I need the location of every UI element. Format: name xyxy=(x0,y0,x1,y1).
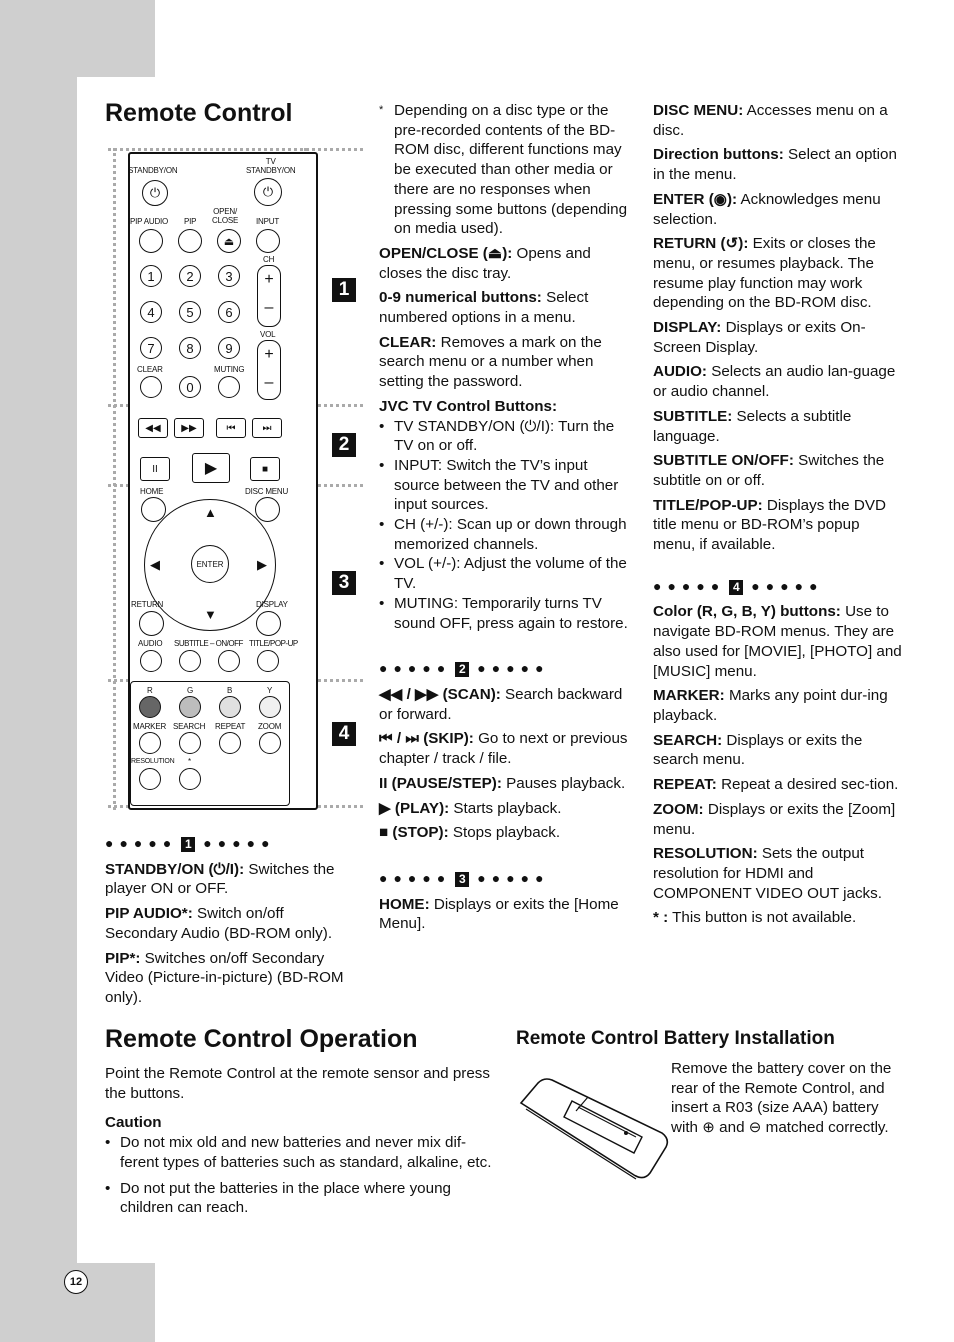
pip-button xyxy=(178,229,202,253)
plus-icon: + xyxy=(264,271,274,288)
standby-description: STANDBY/ON (⏻/I): Switches the player ON or OFF. xyxy=(105,860,335,898)
subtitle-label: SUBTITLE – ON/OFF xyxy=(174,639,243,648)
enter-button: ENTER xyxy=(191,545,229,583)
input-label: INPUT xyxy=(256,217,280,226)
jvc-item: • MUTING: Temporarily turns TV sound OFF, press again to restore. xyxy=(379,594,629,633)
remote-illustration xyxy=(108,148,363,813)
marker-label: MARKER xyxy=(133,722,167,731)
number-button: 1 xyxy=(140,265,162,287)
minus-icon: – xyxy=(264,299,274,316)
number-button: 5 xyxy=(179,301,201,323)
open-close-description: OPEN/CLOSE (⏏): Opens and closes the disc tray. xyxy=(379,244,591,282)
divider xyxy=(108,148,363,151)
clear-button xyxy=(140,376,162,398)
column-2 xyxy=(379,101,629,939)
muting-button xyxy=(218,376,240,398)
up-arrow-icon: ▲ xyxy=(204,505,217,520)
resolution-description: RESOLUTION: Sets the output resolution for HDMI and COMPONENT VIDEO OUT jacks. xyxy=(653,845,882,902)
return-button xyxy=(139,611,164,636)
section-1-marker: 1 xyxy=(332,278,356,302)
battery-instructions: Remove the battery cover on the rear of the Remote Control, and insert a R03 (size AAA) battery with ⊕ and ⊖ matched correctly. xyxy=(671,1060,892,1137)
color-description: Color (R, G, B, Y) buttons: Use to navigate BD-ROM menus. They are also used for [MOVIE], [PHOTO] and [MUSIC] menu. xyxy=(653,603,902,680)
skip-description: ⏮ / ⏭ (SKIP): Go to next or previous chapter / track / file. xyxy=(379,730,628,768)
search-button xyxy=(179,732,201,754)
column-3 xyxy=(653,101,903,933)
play-description: ▶ (PLAY): Starts playback. xyxy=(379,799,562,817)
remote-body xyxy=(128,152,318,810)
repeat-button xyxy=(219,732,241,754)
audio-label: AUDIO xyxy=(138,639,163,648)
display-button xyxy=(256,611,281,636)
subtitle-onoff-description: SUBTITLE ON/OFF: Switches the subtitle on or off. xyxy=(653,452,885,489)
pause-button: II xyxy=(140,457,170,481)
jvc-heading: JVC TV Control Buttons: xyxy=(379,397,558,415)
audio-button xyxy=(140,650,162,672)
section-divider: ●●●●● 1 ●●●●● xyxy=(105,835,276,851)
tv-standby-button: ⏻ xyxy=(254,178,282,206)
operation-text xyxy=(105,1064,495,1218)
repeat-description: REPEAT: Repeat a desired sec-tion. xyxy=(653,776,899,794)
ch-rocker xyxy=(257,265,281,327)
search-description: SEARCH: Displays or exits the search menu. xyxy=(653,731,863,769)
pause-description: II (PAUSE/STEP): Pauses playback. xyxy=(379,774,626,792)
display-label: DISPLAY xyxy=(256,600,288,609)
disc-menu-label: DISC MENU xyxy=(245,487,289,496)
pip-audio-description: PIP AUDIO*: Switch on/off Secondary Audio (BD-ROM only). xyxy=(105,905,333,942)
scan-back-button: ◀◀ xyxy=(138,418,168,438)
divider xyxy=(113,148,116,810)
muting-label: MUTING xyxy=(214,365,245,374)
star-label: * xyxy=(188,757,191,766)
jvc-item: • INPUT: Switch the TV’s input source between the TV and other input sources. xyxy=(379,456,629,515)
open-close-label: OPEN/ CLOSE xyxy=(212,207,239,225)
skip-forward-button: ⏭ xyxy=(252,418,282,438)
open-close-button: ⏏ xyxy=(217,229,241,253)
pip-description: PIP*: Switches on/off Secondary Video (Picture-in-picture) (BD-ROM only). xyxy=(105,949,344,1006)
zoom-button xyxy=(259,732,281,754)
play-button: ▶ xyxy=(192,453,230,483)
minus-icon: – xyxy=(264,374,274,391)
tv-standby-label: TV STANDBY/ON xyxy=(246,157,296,175)
numerical-description: 0-9 numerical buttons: Select numbered options in a menu. xyxy=(379,289,589,327)
section-number: 1 xyxy=(181,837,195,852)
not-available-note: * : This button is not available. xyxy=(653,909,857,927)
number-button: 0 xyxy=(179,376,201,398)
display-description: DISPLAY: Displays or exits On-Screen Display. xyxy=(653,319,866,356)
return-label: RETURN xyxy=(131,600,164,609)
section-4-marker: 4 xyxy=(332,722,356,746)
caution-item: • Do not put the batteries in the place where young children can reach. xyxy=(105,1179,495,1218)
number-button: 9 xyxy=(218,337,240,359)
caution-heading: Caution xyxy=(105,1114,162,1132)
unavailable-button xyxy=(179,768,201,790)
home-description: HOME: Displays or exits the [Home Menu]. xyxy=(379,895,619,933)
subtitle-description: SUBTITLE: Selects a subtitle language. xyxy=(653,407,852,445)
search-label: SEARCH xyxy=(173,722,206,731)
number-button: 2 xyxy=(179,265,201,287)
skip-back-button: ⏮ xyxy=(216,418,246,438)
number-button: 7 xyxy=(140,337,162,359)
marker-description: MARKER: Marks any point dur-ing playback. xyxy=(653,687,888,724)
stop-description: ■ (STOP): Stops playback. xyxy=(379,824,561,842)
zoom-description: ZOOM: Displays or exits the [Zoom] menu. xyxy=(653,800,896,838)
down-arrow-icon: ▼ xyxy=(204,607,217,622)
number-button: 8 xyxy=(179,337,201,359)
section-2-marker: 2 xyxy=(332,433,356,457)
right-arrow-icon: ▶ xyxy=(257,557,267,572)
battery-title: Remote Control Battery Installation xyxy=(516,1028,835,1049)
pip-audio-label: PIP AUDIO xyxy=(130,217,169,226)
subtitle-button xyxy=(179,650,201,672)
battery-remote-illustration xyxy=(516,1075,671,1185)
pip-label: PIP xyxy=(184,217,197,226)
pip-audio-button xyxy=(139,229,163,253)
operation-intro: Point the Remote Control at the remote sensor and press the buttons. xyxy=(105,1065,490,1102)
standby-button: ⏻ xyxy=(142,180,168,206)
jvc-item: • TV STANDBY/ON (⏻/I): Turn the TV on or off. xyxy=(379,417,629,456)
yellow-button xyxy=(259,696,281,718)
clear-label: CLEAR xyxy=(137,365,163,374)
section-number: 2 xyxy=(455,662,469,677)
section-divider: ●●●●● 4 ●●●●● xyxy=(653,577,824,594)
repeat-label: REPEAT xyxy=(215,722,246,731)
g-label: G xyxy=(187,686,194,695)
number-button: 4 xyxy=(140,301,162,323)
disc-menu-description: DISC MENU: Accesses menu on a disc. xyxy=(653,102,888,139)
stop-button: ■ xyxy=(250,457,280,481)
blue-button xyxy=(219,696,241,718)
title-popup-label: TITLE/POP-UP xyxy=(249,639,298,648)
audio-description: AUDIO: Selects an audio lan-guage or audio channel. xyxy=(653,363,896,401)
y-label: Y xyxy=(267,686,273,695)
scan-forward-button: ▶▶ xyxy=(174,418,204,438)
return-description: RETURN (↺): Exits or closes the menu, or resumes playback. The resume play function may work depending on the BD-ROM disc. xyxy=(653,235,876,312)
enter-description: ENTER (◉): Acknowledges menu selection. xyxy=(653,190,881,228)
scan-description: ◀◀ / ▶▶ (SCAN): Search backward or forward. xyxy=(379,685,623,723)
jvc-item: • VOL (+/-): Adjust the volume of the TV. xyxy=(379,554,629,593)
r-label: R xyxy=(147,686,153,695)
standby-label: STANDBY/ON xyxy=(128,166,178,175)
operation-title: Remote Control Operation xyxy=(105,1025,418,1053)
vol-label: VOL xyxy=(260,330,276,339)
home-label: HOME xyxy=(140,487,164,496)
remote-control-title: Remote Control xyxy=(105,99,293,127)
number-button: 3 xyxy=(218,265,240,287)
vol-rocker xyxy=(257,340,281,400)
page-margin-left xyxy=(0,77,77,1263)
clear-description: CLEAR: Removes a mark on the search menu or a number when setting the password. xyxy=(379,333,602,391)
title-popup-button xyxy=(257,650,279,672)
subtitle-onoff-button xyxy=(218,650,240,672)
page-margin-top xyxy=(0,0,155,77)
section-1-text xyxy=(105,834,360,1013)
input-button xyxy=(256,229,280,253)
jvc-item: • CH (+/-): Scan up or down through memorized channels. xyxy=(379,515,629,554)
zoom-label: ZOOM xyxy=(258,722,282,731)
section-number: 3 xyxy=(455,872,469,887)
battery-text xyxy=(671,1059,906,1143)
disc-menu-button xyxy=(255,497,280,522)
left-arrow-icon: ◀ xyxy=(150,557,160,572)
resolution-button xyxy=(139,768,161,790)
number-button: 6 xyxy=(218,301,240,323)
caution-item: • Do not mix old and new batteries and never mix dif-ferent types of batteries such as standard, alkaline, etc. xyxy=(105,1133,495,1172)
ch-label: CH xyxy=(263,255,275,264)
page-number: 12 xyxy=(64,1270,88,1294)
direction-description: Direction buttons: Select an option in the menu. xyxy=(653,146,897,184)
section-divider: ●●●●● 2 ●●●●● xyxy=(379,660,550,677)
section-divider: ●●●●● 3 ●●●●● xyxy=(379,869,550,886)
section-number: 4 xyxy=(729,580,743,595)
red-button xyxy=(139,696,161,718)
marker-button xyxy=(139,732,161,754)
title-popup-description: TITLE/POP-UP: Displays the DVD title menu or BD-ROM’s popup menu, if available. xyxy=(653,496,886,554)
section-3-marker: 3 xyxy=(332,571,356,595)
disc-note: * Depending on a disc type or the pre-recorded contents of the BD-ROM disc, different functions may be executed than other media or there are no responses when pressing some buttons (depending on media used). xyxy=(379,102,628,238)
resolution-label: RESOLUTION xyxy=(131,758,175,765)
plus-icon: + xyxy=(264,346,274,363)
b-label: B xyxy=(227,686,233,695)
green-button xyxy=(179,696,201,718)
